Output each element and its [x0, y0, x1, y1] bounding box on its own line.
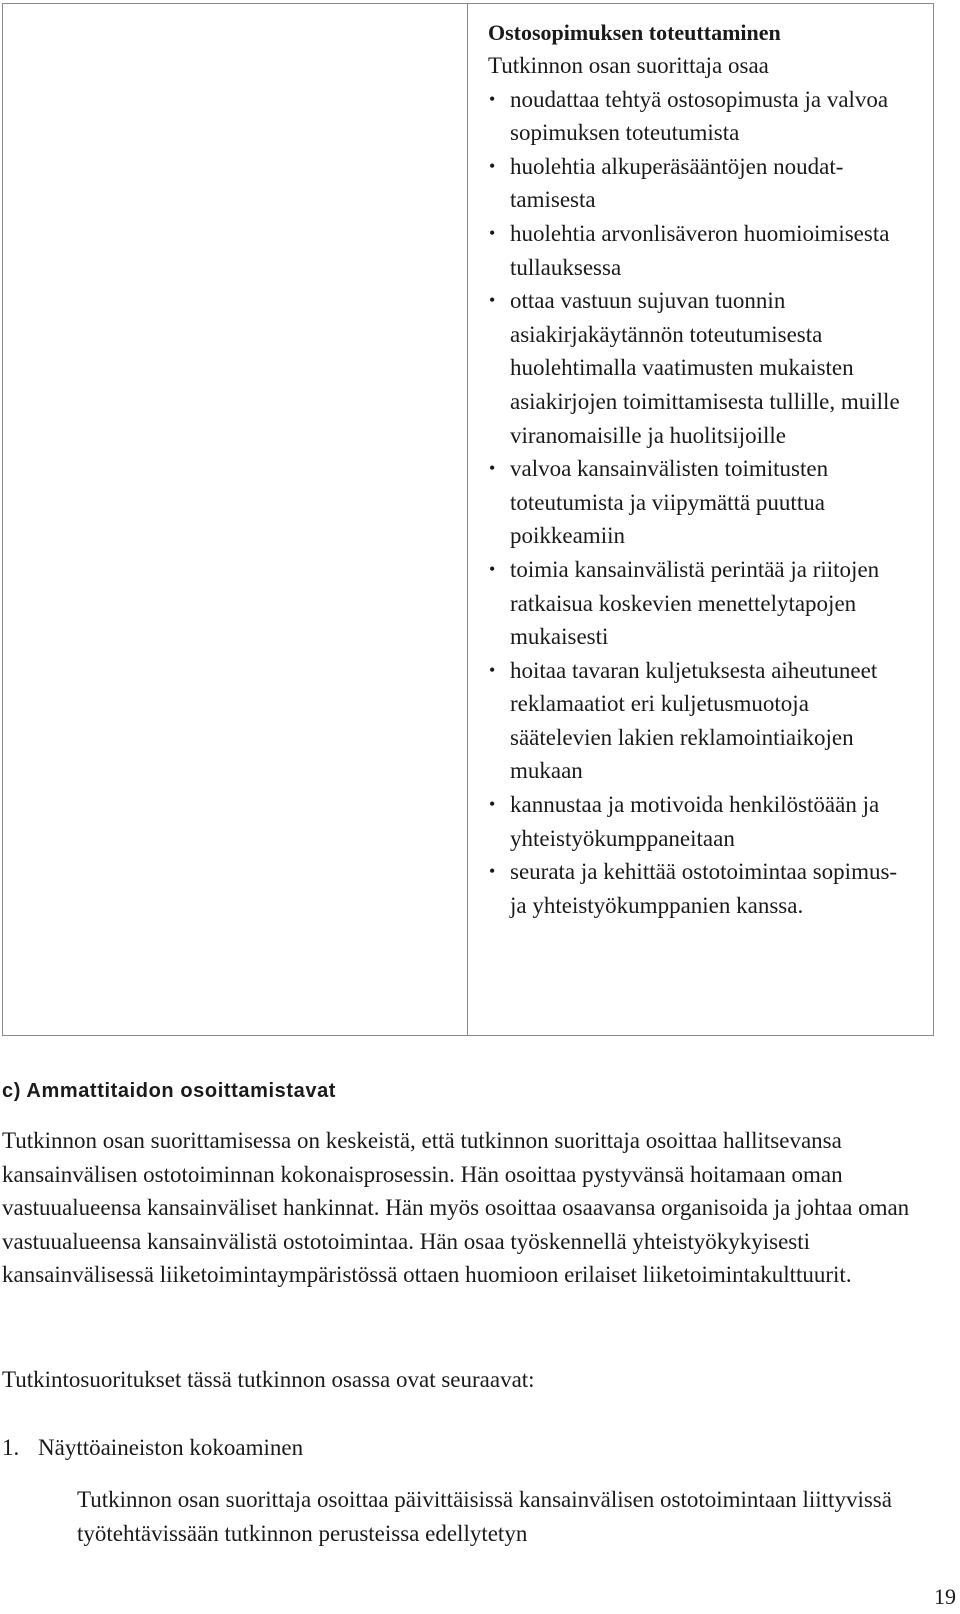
numbered-item-text: Tutkinnon osan suorittaja osoittaa päivittäisissä kansainvälisen ostotoimintaan liittyvissä työtehtävissään tutkinnon perusteissa edellytetyn — [77, 1487, 892, 1546]
bullet-icon: • — [489, 659, 496, 680]
competence-table — [2, 3, 934, 1036]
section-c-paragraph: Tutkinnon osan suorittamisessa on keskeistä, että tutkinnon suorittaja osoittaa hallitsevansa kansainvälisen ostotoiminnan kokonaisprosessin. Hän osoittaa pystyvänsä hoitamaan oman vastuualueensa kansainväliset hankinnat. Hän myös osoittaa osaavansa organisoida ja johtaa oman vastuualueensa kansainvälistä ostotoimintaa. Hän osaa työskennellä yhteistyökykyisesti kansainvälisessä liiketoimintaympäristössä ottaen huomioon erilaiset liiketoimintakulttuurit. — [2, 1128, 910, 1288]
list-item: • kannustaa ja motivoida henkilöstöään ja yhteistyökumppaneitaan — [488, 788, 933, 855]
bullet-icon: • — [489, 222, 496, 243]
list-item: • hoitaa tavaran kuljetuksesta aiheutuneet reklamaatiot eri kuljetusmuotoja säätelevien lakien reklamointiaikojen mukaan — [488, 654, 933, 788]
page-number: 19 — [934, 1584, 956, 1609]
list-item: • toimia kansainvälistä perintää ja riitojen ratkaisua koskevien menettelytapojen mukaisesti — [488, 553, 933, 654]
table-bullet-list — [488, 83, 933, 923]
table-intro: Tutkinnon osan suorittaja osaa — [488, 53, 769, 78]
numbered-item-number: 1. — [2, 1435, 20, 1460]
list-item: • huolehtia arvonlisäveron huomioimisesta tullauksessa — [488, 217, 933, 284]
numbered-item-label: Näyttöaineiston kokoaminen — [38, 1435, 304, 1460]
section-c-heading: c) Ammattitaidon osoittamistavat — [2, 1080, 337, 1102]
list-item: • valvoa kansainvälisten toimitusten toteutumista ja viipymättä puuttua poikkeamiin — [488, 452, 933, 553]
bullet-icon: • — [489, 558, 496, 579]
list-item: • seurata ja kehittää ostotoimintaa sopimus- ja yhteistyökumppanien kanssa. — [488, 855, 933, 922]
list-item: • huolehtia alkuperäsääntöjen noudattamisesta — [488, 150, 933, 217]
bullet-icon: • — [489, 794, 496, 815]
bullet-icon: • — [489, 155, 496, 176]
bullet-icon: • — [489, 290, 496, 311]
bullet-icon: • — [489, 88, 496, 109]
bullet-icon: • — [489, 458, 496, 479]
section-c-paragraph-2: Tutkintosuoritukset tässä tutkinnon osassa ovat seuraavat: — [2, 1367, 535, 1392]
table-right-column — [468, 4, 933, 1035]
list-item: • noudattaa tehtyä ostosopimusta ja valvoa sopimuksen toteutumista — [488, 83, 933, 150]
table-left-column — [3, 4, 468, 1035]
list-item: • ottaa vastuun sujuvan tuonnin asiakirjakäytännön toteutumisesta huolehtimalla vaatimusten mukaisten asiakirjojen toimittamisesta tullille, muille viranomaisille ja huolitsijoille — [488, 284, 933, 452]
numbered-item-heading — [2, 1431, 303, 1464]
table-section-title: Ostosopimuksen toteuttaminen — [488, 20, 781, 45]
bullet-icon: • — [489, 861, 496, 882]
